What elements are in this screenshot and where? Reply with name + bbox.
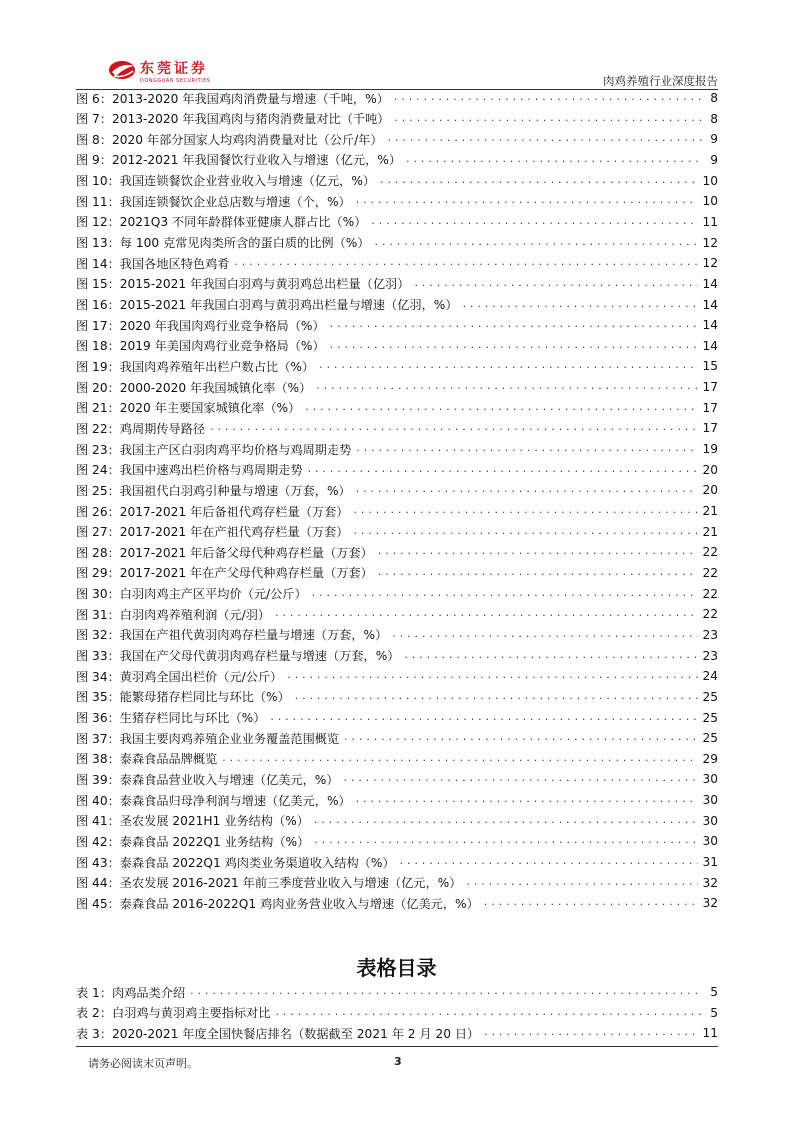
toc-entry[interactable]	[76, 398, 718, 418]
toc-entry-label: 图 38：泰森食品品牌概览	[76, 752, 218, 767]
toc-entry-label: 图 44：圣农发展 2016-2021 年前三季度营业收入与增速（亿元，%）	[76, 876, 462, 891]
toc-entry-label: 图 6：2013-2020 年我国鸡肉消费量与增速（千吨，%）	[76, 91, 389, 106]
toc-entry-label: 图 31：白羽肉鸡养殖利润（元/羽）	[76, 607, 271, 622]
toc-entry-label: 图 20：2000-2020 年我国城镇化率（%）	[76, 380, 312, 395]
toc-entry-page: 12	[702, 256, 718, 271]
toc-entry-label: 图 13：每 100 克常见肉类所含的蛋白质的比例（%）	[76, 236, 370, 251]
svg-text:DONGGUAN SECURITIES: DONGGUAN SECURITIES	[140, 78, 211, 84]
toc-entry-label: 图 10：我国连锁餐饮企业营业收入与增速（亿元，%）	[76, 174, 376, 189]
toc-entry[interactable]	[76, 295, 718, 315]
toc-leader-dots	[274, 604, 698, 624]
toc-entry-label: 图 9：2012-2021 年我国餐饮行业收入与增速（亿元，%）	[76, 153, 402, 168]
toc-entry-page: 21	[702, 504, 718, 518]
toc-entry-label: 图 30：白羽肉鸡主产区平均价（元/公斤）	[76, 587, 307, 602]
toc-leader-dots	[355, 439, 698, 459]
report-title: 肉鸡养殖行业深度报告	[603, 74, 718, 88]
toc-entry-label: 图 21：2020 年主要国家城镇化率（%）	[76, 401, 301, 416]
toc-entry-label: 图 7：2013-2020 年我国鸡肉与猪肉消费量对比（千吨）	[76, 112, 390, 127]
toc-leader-dots	[462, 295, 699, 315]
toc-entry-label: 图 8：2020 年部分国家人均鸡肉消费量对比（公斤/年）	[76, 132, 383, 147]
toc-entry-page: 20	[702, 462, 718, 477]
toc-entry-page: 8	[710, 91, 718, 105]
footer-divider	[76, 1046, 718, 1047]
toc-entry-label: 图 35：能繁母猪存栏同比与环比（%）	[76, 690, 290, 705]
toc-entry-page: 32	[702, 875, 718, 890]
toc-entry-page: 14	[702, 276, 718, 291]
toc-leader-dots	[355, 480, 699, 500]
toc-entry[interactable]	[76, 253, 718, 273]
toc-entry[interactable]	[76, 1023, 718, 1043]
toc-entry[interactable]	[76, 377, 718, 397]
toc-entry[interactable]	[76, 439, 718, 459]
toc-entry-label: 表 3：2020-2021 年度全国快餐店排名（数据截至 2021 年 2 月 20 日）	[76, 1026, 480, 1041]
toc-entry-label: 图 16：2015-2021 年我国白羽鸡与黄羽鸡出栏量与增速（亿羽，%）	[76, 298, 458, 312]
toc-leader-dots	[318, 356, 698, 376]
toc-leader-dots	[465, 873, 698, 893]
toc-leader-dots	[405, 150, 702, 170]
toc-entry[interactable]	[76, 852, 718, 872]
toc-leader-dots	[304, 398, 698, 418]
toc-entry-page: 14	[702, 318, 718, 333]
disclaimer-note: 请务必阅读末页声明。	[88, 1057, 198, 1070]
tables-section-title: 表格目录	[356, 956, 437, 980]
toc-entry[interactable]	[76, 790, 718, 810]
toc-leader-dots	[394, 109, 703, 129]
toc-entry-label: 图 36：生猪存栏同比与环比（%）	[76, 711, 266, 725]
toc-entry[interactable]	[76, 666, 718, 686]
toc-leader-dots	[374, 233, 699, 253]
toc-entry[interactable]	[76, 687, 718, 707]
toc-leader-dots	[483, 893, 699, 913]
page-header	[76, 56, 718, 90]
toc-entry-page: 25	[702, 689, 718, 704]
toc-entry-label: 图 11：我国连锁餐饮企业总店数与增速（个，%）	[76, 194, 351, 209]
toc-entry[interactable]	[76, 625, 718, 645]
toc-leader-dots	[269, 708, 698, 728]
toc-entry[interactable]	[76, 501, 718, 521]
toc-entry-page: 11	[702, 1026, 718, 1041]
toc-leader-dots	[221, 749, 698, 769]
toc-leader-dots	[399, 852, 699, 872]
toc-entry-label: 表 1：肉鸡品类介绍	[76, 985, 186, 1000]
toc-leader-dots	[343, 728, 698, 748]
toc-entry-label: 图 26：2017-2021 年后备祖代鸡存栏量（万套）	[76, 504, 349, 519]
toc-leader-dots	[393, 88, 702, 108]
toc-leader-dots	[387, 129, 702, 149]
toc-entry[interactable]	[76, 831, 718, 851]
toc-entry[interactable]	[76, 150, 718, 170]
toc-entry[interactable]	[76, 522, 718, 542]
toc-entry[interactable]	[76, 873, 718, 893]
toc-entry[interactable]	[76, 171, 718, 191]
svg-text:东莞证券: 东莞证券	[140, 61, 208, 77]
toc-entry-page: 25	[702, 731, 718, 746]
toc-leader-dots	[353, 522, 699, 542]
toc-entry-label: 图 40：泰森食品归母净利润与增速（亿美元，%）	[76, 793, 351, 808]
toc-leader-dots	[313, 831, 698, 851]
toc-entry-page: 12	[702, 235, 718, 250]
toc-entry-page: 17	[702, 380, 718, 395]
toc-entry-label: 图 29：2017-2021 年在产父母代种鸡存栏量（万套）	[76, 566, 373, 581]
toc-entry-page: 14	[702, 338, 718, 353]
toc-entry-label: 图 19：我国肉鸡养殖年出栏户数占比（%）	[76, 359, 315, 374]
toc-entry-page: 15	[702, 359, 718, 374]
dongguan-securities-logo	[106, 56, 246, 84]
toc-entry-page: 22	[702, 586, 718, 601]
toc-entry[interactable]	[76, 769, 718, 789]
toc-entry-page: 30	[702, 793, 718, 808]
toc-entry-label: 图 34：黄羽鸡全国出栏价（元/公斤）	[76, 669, 283, 684]
toc-entry[interactable]	[76, 893, 718, 913]
toc-leader-dots	[286, 666, 698, 686]
toc-entry-page: 25	[702, 710, 718, 725]
toc-entry[interactable]	[76, 604, 718, 624]
toc-entry[interactable]	[76, 708, 718, 728]
toc-entry-page: 20	[702, 483, 718, 498]
toc-entry-page: 23	[702, 627, 718, 642]
toc-entry-page: 5	[710, 985, 718, 999]
toc-entry-page: 5	[710, 1005, 718, 1020]
toc-leader-dots	[209, 418, 698, 438]
toc-entry[interactable]	[76, 646, 718, 666]
toc-entry-page: 32	[702, 896, 718, 911]
toc-entry[interactable]	[76, 336, 718, 356]
toc-entry-page: 9	[710, 152, 718, 167]
toc-entry[interactable]	[76, 233, 718, 253]
toc-entry-label: 图 27：2017-2021 年在产祖代鸡存栏量（万套）	[76, 525, 349, 540]
toc-leader-dots	[370, 212, 698, 232]
toc-entry-label: 图 18：2019 年美国肉鸡行业竞争格局（%）	[76, 339, 325, 354]
toc-entry[interactable]	[76, 315, 718, 335]
toc-entry-label: 表 2：白羽鸡与黄羽鸡主要指标对比	[76, 1006, 271, 1021]
toc-entry[interactable]	[76, 982, 718, 1002]
toc-entry[interactable]	[76, 418, 718, 438]
toc-leader-dots	[403, 646, 698, 666]
toc-entry[interactable]	[76, 811, 718, 831]
toc-entry-page: 31	[702, 855, 718, 870]
toc-entry-page: 9	[710, 132, 718, 147]
toc-entry-label: 图 39：泰森食品营业收入与增速（亿美元，%）	[76, 772, 339, 787]
toc-entry[interactable]	[76, 728, 718, 748]
toc-entry-page: 24	[702, 669, 718, 684]
toc-leader-dots	[377, 542, 699, 562]
toc-entry-label: 图 17：2020 年我国肉鸡行业竞争格局（%）	[76, 318, 325, 333]
toc-entry-page: 22	[702, 565, 718, 580]
toc-leader-dots	[329, 336, 699, 356]
toc-entry[interactable]	[76, 356, 718, 376]
toc-leader-dots	[413, 274, 698, 294]
toc-entry-label: 图 37：我国主要肉鸡养殖企业业务覆盖范围概览	[76, 731, 340, 746]
toc-entry-label: 图 22：鸡周期传导路径	[76, 421, 206, 436]
toc-entry-page: 11	[702, 214, 718, 229]
toc-entry-label: 图 14：我国各地区特色鸡肴	[76, 256, 230, 271]
toc-leader-dots	[343, 769, 699, 789]
toc-entry-page: 17	[702, 421, 718, 436]
toc-leader-dots	[274, 1003, 702, 1023]
toc-entry[interactable]	[76, 584, 718, 604]
toc-entry[interactable]	[76, 274, 718, 294]
toc-entry[interactable]	[76, 480, 718, 500]
toc-entry[interactable]	[76, 191, 718, 211]
toc-leader-dots	[355, 790, 699, 810]
toc-leader-dots	[294, 687, 699, 707]
toc-leader-dots	[329, 315, 699, 335]
toc-entry-page: 30	[702, 834, 718, 849]
toc-entry[interactable]	[76, 129, 718, 149]
toc-leader-dots	[391, 625, 698, 645]
toc-entry[interactable]	[76, 749, 718, 769]
toc-entry[interactable]	[76, 542, 718, 562]
toc-entry-label: 图 24：我国中速鸡出栏价格与鸡周期走势	[76, 463, 303, 478]
toc-entry[interactable]	[76, 109, 718, 129]
toc-leader-dots	[233, 253, 698, 273]
toc-entry-page: 30	[702, 772, 718, 787]
toc-entry-page: 10	[702, 173, 718, 188]
toc-leader-dots	[313, 811, 699, 831]
toc-leader-dots	[315, 377, 698, 397]
toc-entry-page: 23	[702, 648, 718, 663]
toc-entry-page: 19	[702, 442, 718, 457]
toc-leader-dots	[311, 584, 699, 604]
toc-entry-page: 30	[702, 813, 718, 828]
toc-leader-dots	[189, 982, 702, 1002]
toc-leader-dots	[483, 1023, 698, 1043]
toc-entry[interactable]	[76, 563, 718, 583]
toc-entry-label: 图 43：泰森食品 2022Q1 鸡肉类业务渠道收入结构（%）	[76, 855, 395, 870]
toc-entry-label: 图 45：泰森食品 2016-2022Q1 鸡肉业务营业收入与增速（亿美元，%）	[76, 896, 479, 911]
toc-entry-page: 22	[702, 545, 718, 560]
toc-entry-page: 8	[710, 111, 718, 126]
toc-entry-page: 21	[702, 524, 718, 539]
toc-entry-label: 图 28：2017-2021 年后备父母代种鸡存栏量（万套）	[76, 545, 373, 560]
toc-entry-label: 图 25：我国祖代白羽鸡引种量与增速（万套，%）	[76, 483, 351, 498]
toc-leader-dots	[307, 460, 699, 480]
toc-leader-dots	[355, 191, 699, 211]
toc-entry-label: 图 32：我国在产祖代黄羽肉鸡存栏量与增速（万套，%）	[76, 628, 388, 643]
toc-entry-label: 图 23：我国主产区白羽肉鸡平均价格与鸡周期走势	[76, 442, 352, 457]
toc-entry-page: 10	[702, 194, 718, 209]
toc-entry[interactable]	[76, 1003, 718, 1023]
toc-leader-dots	[353, 501, 699, 521]
toc-entry-label: 图 33：我国在产父母代黄羽肉鸡存栏量与增速（万套，%）	[76, 649, 400, 664]
toc-entry-page: 22	[702, 607, 718, 622]
toc-leader-dots	[379, 171, 698, 191]
toc-leader-dots	[377, 563, 699, 583]
toc-entry-label: 图 12：2021Q3 不同年龄群体亚健康人群占比（%）	[76, 215, 367, 230]
toc-entry-label: 图 42：泰森食品 2022Q1 业务结构（%）	[76, 834, 310, 849]
toc-entry-page: 29	[702, 751, 718, 766]
toc-entry-page: 14	[702, 297, 718, 312]
toc-entry-label: 图 41：圣农发展 2021H1 业务结构（%）	[76, 814, 309, 829]
page-number: 3	[394, 1055, 402, 1068]
toc-entry[interactable]	[76, 88, 718, 108]
toc-entry[interactable]	[76, 460, 718, 480]
toc-entry-label: 图 15：2015-2021 年我国白羽鸡与黄羽鸡总出栏量（亿羽）	[76, 277, 410, 292]
toc-entry-page: 17	[702, 400, 718, 415]
toc-entry[interactable]	[76, 212, 718, 232]
